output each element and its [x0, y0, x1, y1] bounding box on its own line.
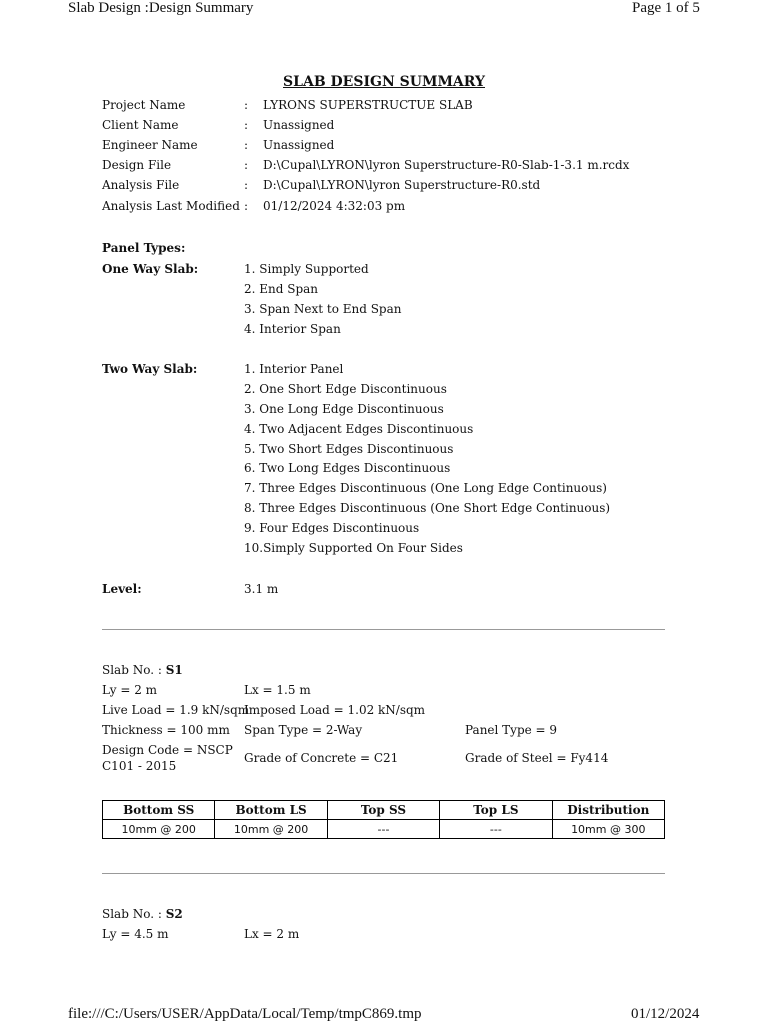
panel-types-heading: Panel Types: — [102, 241, 186, 255]
slab-number-label: Slab No. : — [102, 907, 166, 921]
cell-top-ls: --- — [440, 820, 552, 839]
two-way-label: Two Way Slab: — [102, 362, 198, 376]
document-title: SLAB DESIGN SUMMARY — [283, 74, 485, 90]
cell-bottom-ls: 10mm @ 200 — [215, 820, 327, 839]
info-separator: : — [244, 118, 249, 132]
two-way-row-5 — [0, 442, 768, 462]
info-separator: : — [244, 178, 249, 192]
two-way-item: 10.Simply Supported On Four Sides — [244, 541, 463, 555]
slab-number — [102, 663, 183, 677]
slab-number-row — [0, 907, 768, 927]
slab-lx: Lx = 1.5 m — [244, 683, 311, 697]
info-value: LYRONS SUPERSTRUCTUE SLAB — [263, 98, 473, 112]
two-way-row-4 — [0, 422, 768, 442]
analysis-file-row — [0, 178, 768, 198]
cell-bottom-ss: 10mm @ 200 — [103, 820, 215, 839]
imposed-load: Imposed Load = 1.02 kN/sqm — [244, 703, 426, 717]
one-way-row-3 — [0, 302, 768, 322]
slab-dimensions-row — [0, 683, 768, 703]
col-bottom-ls: Bottom LS — [215, 801, 327, 820]
table-header-row — [103, 801, 665, 820]
level-row — [0, 582, 768, 602]
info-separator: : — [244, 199, 249, 213]
info-label: Engineer Name — [102, 138, 198, 152]
slab-type-row — [0, 723, 768, 743]
two-way-item: 5. Two Short Edges Discontinuous — [244, 442, 454, 456]
slab-lx: Lx = 2 m — [244, 927, 300, 941]
info-label: Design File — [102, 158, 172, 172]
two-way-item: 2. One Short Edge Discontinuous — [244, 382, 447, 396]
level-value: 3.1 m — [244, 582, 279, 596]
info-value: D:\Cupal\LYRON\lyron Superstructure-R0.std — [263, 178, 541, 192]
cell-distribution: 10mm @ 300 — [552, 820, 664, 839]
info-value: 01/12/2024 4:32:03 pm — [263, 199, 406, 213]
info-value: Unassigned — [263, 118, 335, 132]
info-label: Client Name — [102, 118, 179, 132]
slab-number-value: S1 — [165, 663, 183, 677]
design-file-row — [0, 158, 768, 178]
client-name-row — [0, 118, 768, 138]
one-way-item: 4. Interior Span — [244, 322, 341, 336]
two-way-item: 7. Three Edges Discontinuous (One Long Edge Continuous) — [244, 481, 607, 495]
two-way-row-8 — [0, 501, 768, 521]
info-separator: : — [244, 158, 249, 172]
slab-loads-row — [0, 703, 768, 723]
one-way-row-2 — [0, 282, 768, 302]
steel-grade: Grade of Steel = Fy414 — [465, 751, 609, 765]
two-way-item: 9. Four Edges Discontinuous — [244, 521, 420, 535]
table-row — [103, 820, 665, 839]
two-way-row-9 — [0, 521, 768, 541]
panel-types-heading-row — [0, 241, 768, 261]
two-way-row-10 — [0, 541, 768, 561]
span-type: Span Type = 2-Way — [244, 723, 363, 737]
slab-number-row — [0, 663, 768, 683]
slab-dimensions-row — [0, 927, 768, 947]
info-value: D:\Cupal\LYRON\lyron Superstructure-R0-Slab-1-3.1 m.rcdx — [263, 158, 630, 172]
two-way-row-6 — [0, 461, 768, 481]
slab-thickness: Thickness = 100 mm — [102, 723, 230, 737]
slab-number-label: Slab No. : — [102, 663, 166, 677]
info-separator: : — [244, 138, 249, 152]
project-name-row — [0, 98, 768, 118]
col-top-ls: Top LS — [440, 801, 552, 820]
engineer-name-row — [0, 138, 768, 158]
cell-top-ss: --- — [327, 820, 439, 839]
info-label: Analysis Last Modified — [102, 199, 240, 213]
panel-type: Panel Type = 9 — [465, 723, 558, 737]
design-code-line-1: Design Code = NSCP — [102, 743, 233, 757]
two-way-row-1 — [0, 362, 768, 382]
two-way-item: 6. Two Long Edges Discontinuous — [244, 461, 451, 475]
col-distribution: Distribution — [552, 801, 664, 820]
info-separator: : — [244, 98, 249, 112]
col-bottom-ss: Bottom SS — [103, 801, 215, 820]
one-way-item: 3. Span Next to End Span — [244, 302, 402, 316]
one-way-item: 1. Simply Supported — [244, 262, 369, 276]
slab-ly: Ly = 4.5 m — [102, 927, 169, 941]
material-grades-row — [0, 751, 768, 771]
two-way-item: 8. Three Edges Discontinuous (One Short Edge Continuous) — [244, 501, 611, 515]
page-footer-path: file:///C:/Users/USER/AppData/Local/Temp/tmpC869.tmp — [68, 1006, 422, 1022]
slab-number-value: S2 — [165, 907, 183, 921]
info-value: Unassigned — [263, 138, 335, 152]
two-way-row-7 — [0, 481, 768, 501]
one-way-row-1 — [0, 262, 768, 282]
concrete-grade: Grade of Concrete = C21 — [244, 751, 399, 765]
two-way-row-2 — [0, 382, 768, 402]
one-way-item: 2. End Span — [244, 282, 319, 296]
info-label: Project Name — [102, 98, 186, 112]
section-divider — [102, 629, 665, 630]
two-way-item: 4. Two Adjacent Edges Discontinuous — [244, 422, 474, 436]
level-label: Level: — [102, 582, 142, 596]
col-top-ss: Top SS — [327, 801, 439, 820]
one-way-row-4 — [0, 322, 768, 342]
live-load: Live Load = 1.9 kN/sqm — [102, 703, 250, 717]
analysis-modified-row — [0, 199, 768, 219]
slab-ly: Ly = 2 m — [102, 683, 158, 697]
info-label: Analysis File — [102, 178, 180, 192]
design-code-line-2: C101 - 2015 — [102, 759, 177, 773]
one-way-label: One Way Slab: — [102, 262, 199, 276]
section-divider — [102, 873, 665, 874]
two-way-row-3 — [0, 402, 768, 422]
slab-number — [102, 907, 183, 921]
page-footer-date: 01/12/2024 — [631, 1006, 700, 1022]
reinforcement-table — [102, 800, 665, 839]
page-header-title: Slab Design :Design Summary — [68, 0, 254, 16]
two-way-item: 3. One Long Edge Discontinuous — [244, 402, 444, 416]
two-way-item: 1. Interior Panel — [244, 362, 344, 376]
page-number: Page 1 of 5 — [632, 0, 700, 16]
